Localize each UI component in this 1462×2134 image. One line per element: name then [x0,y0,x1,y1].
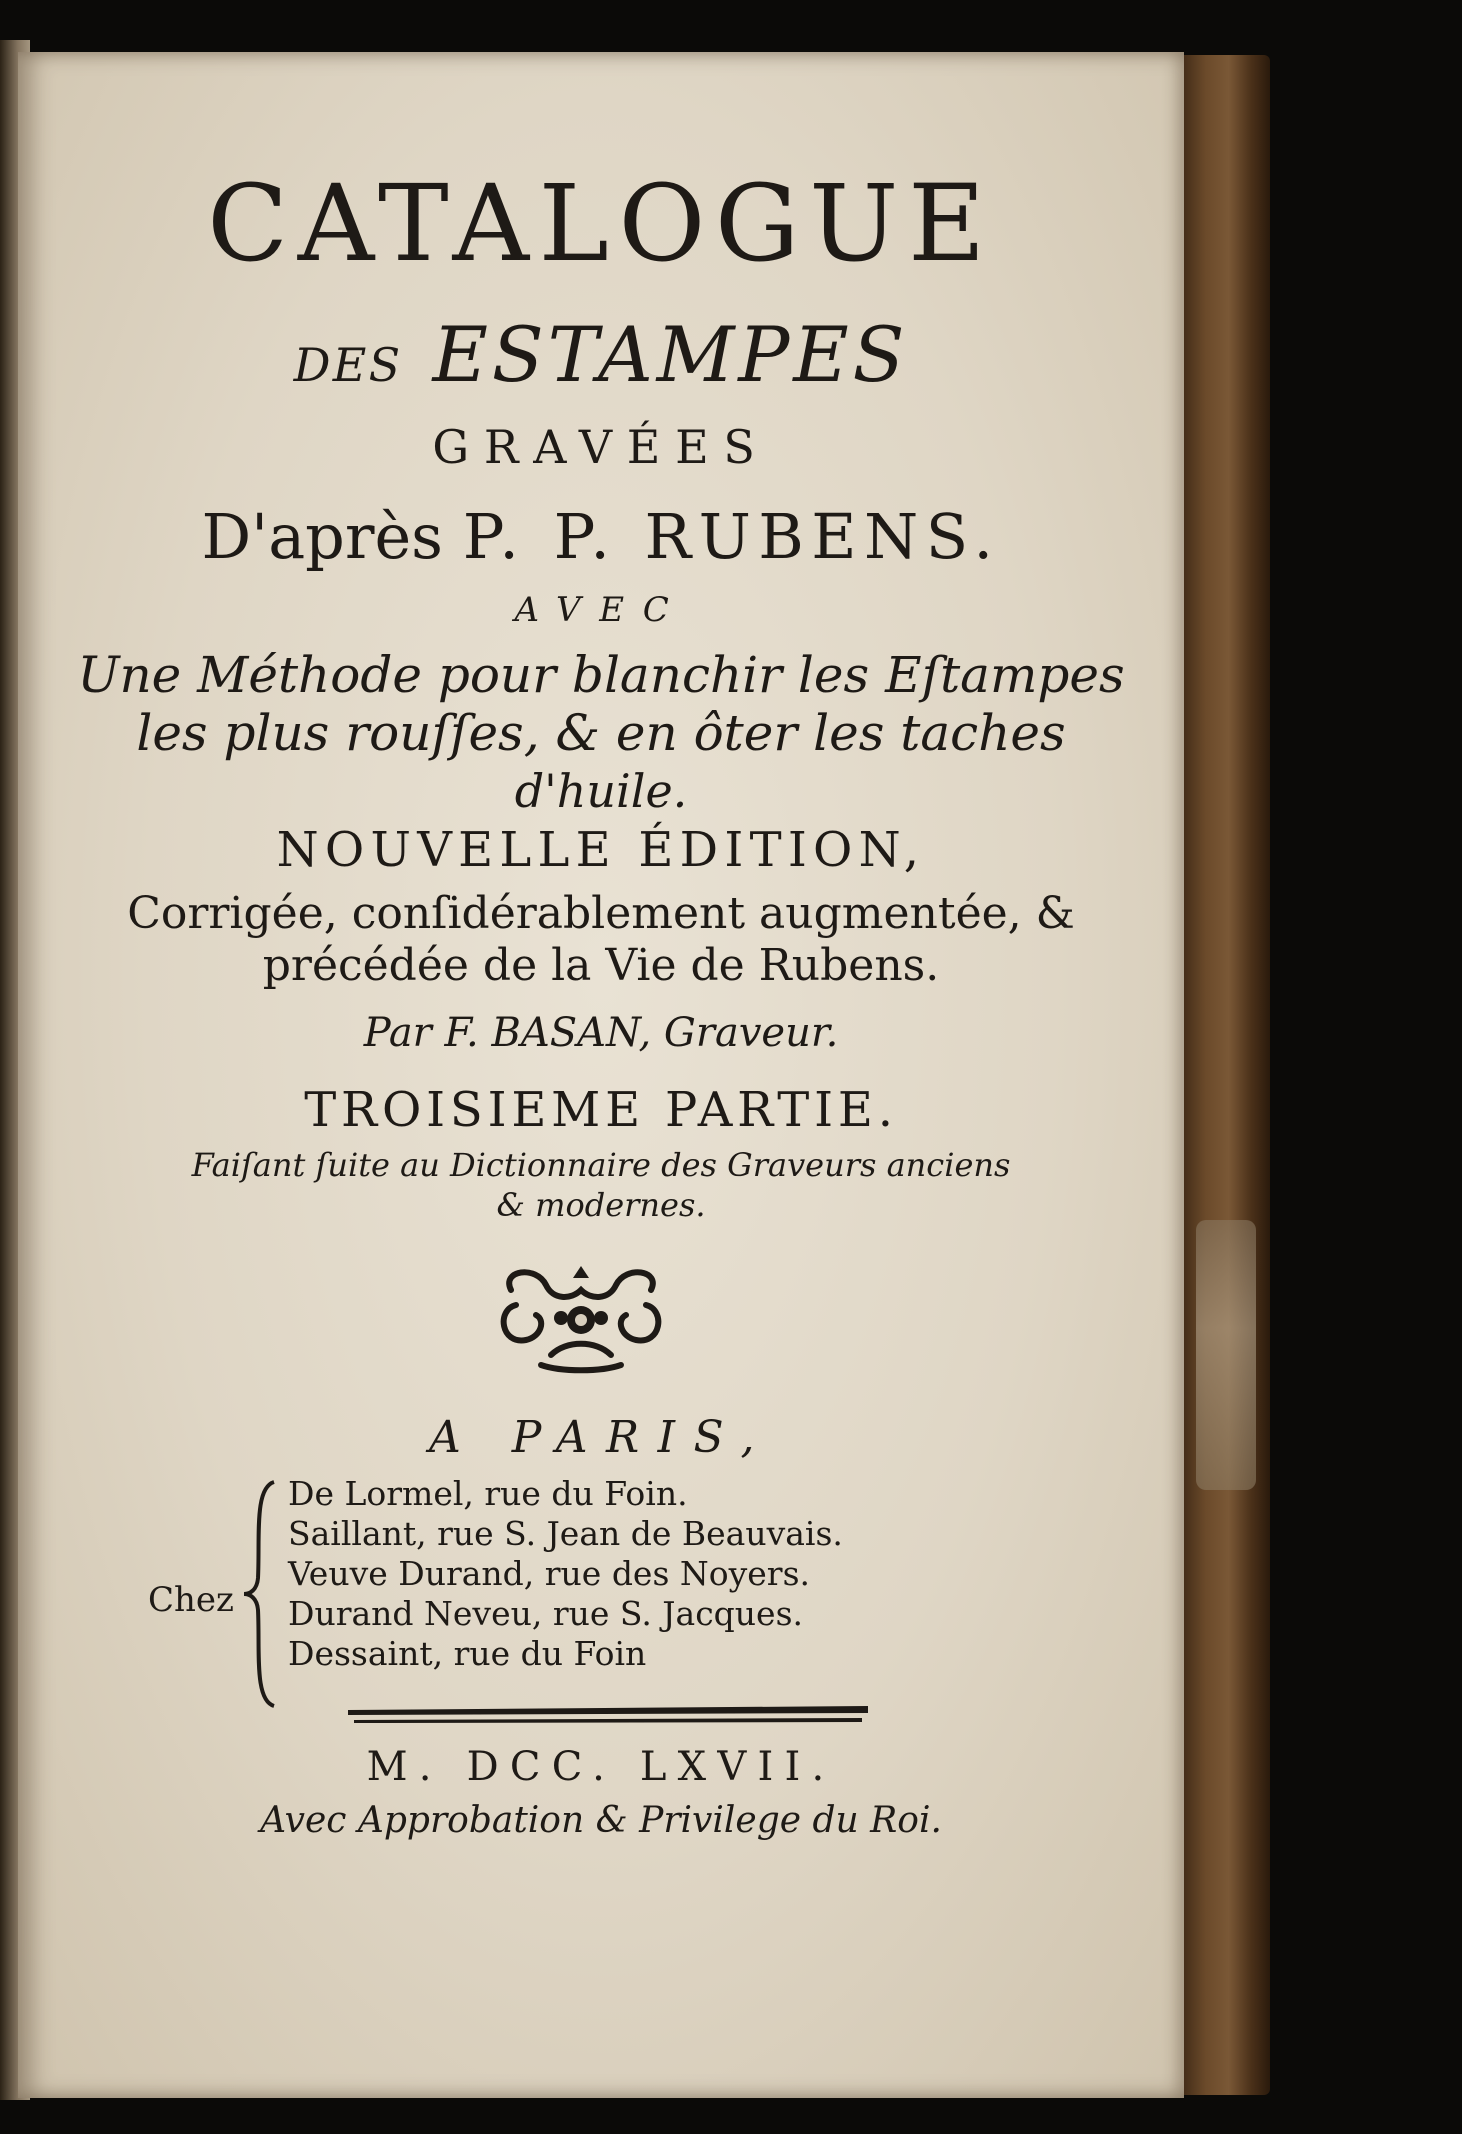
corrigee-line-1: Corrigée, conſidérablement augmentée, & [127,888,1075,939]
faisant-line-2: & modernes. [496,1186,706,1224]
address-list [288,1474,843,1674]
des-word: DES [293,338,403,392]
fleuron-ornament-icon [491,1260,671,1375]
methode-line-3: d'huile. [514,764,688,818]
faisant-line-1: Faiſant ſuite au Dictionnaire des Graveurs anciens [191,1146,1011,1184]
methode-line-1: Une Méthode pour blanchir les Eſtampes [77,646,1125,704]
address-item: Saillant, rue S. Jean de Beauvais. [288,1514,843,1553]
part-heading: TROISIEME PARTIE. [304,1082,898,1138]
book-spine [1178,55,1270,2095]
gravees-line: GRAVÉES [432,420,770,474]
edition-line: NOUVELLE ÉDITION, [276,822,926,878]
approbation-line: Avec Approbation & Privilege du Roi. [260,1800,942,1841]
author-name: P. P. RUBENS. [462,500,1001,573]
address-item: De Lormel, rue du Foin. [288,1474,688,1513]
address-item: Veuve Durand, rue des Noyers. [288,1554,811,1593]
methode-line-2: les plus rouſſes, & en ôter les taches [136,704,1066,762]
estampes-word: ESTAMPES [432,310,909,399]
spine-wear [1196,1220,1256,1490]
estampes-heading [18,310,1184,399]
city-line: A PARIS, [428,1412,773,1463]
catalogue-title: CATALOGUE [207,162,995,285]
address-item: Dessaint, rue du Foin [288,1634,647,1673]
dapres-word: D'après [201,500,443,573]
publication-date: M. DCC. LXVII. [366,1744,836,1790]
avec-line: AVEC [514,590,688,630]
dapres-rubens-line [18,500,1184,573]
curly-brace-icon [240,1478,280,1710]
publishers-block [148,1474,948,1714]
title-page [18,52,1184,2098]
corrigee-line-2: précédée de la Vie de Rubens. [262,940,940,991]
address-item: Durand Neveu, rue S. Jacques. [288,1594,804,1633]
chez-label: Chez [148,1580,234,1620]
decorative-rule [348,1704,868,1726]
author-credit: Par F. BASAN, Graveur. [363,1010,839,1056]
